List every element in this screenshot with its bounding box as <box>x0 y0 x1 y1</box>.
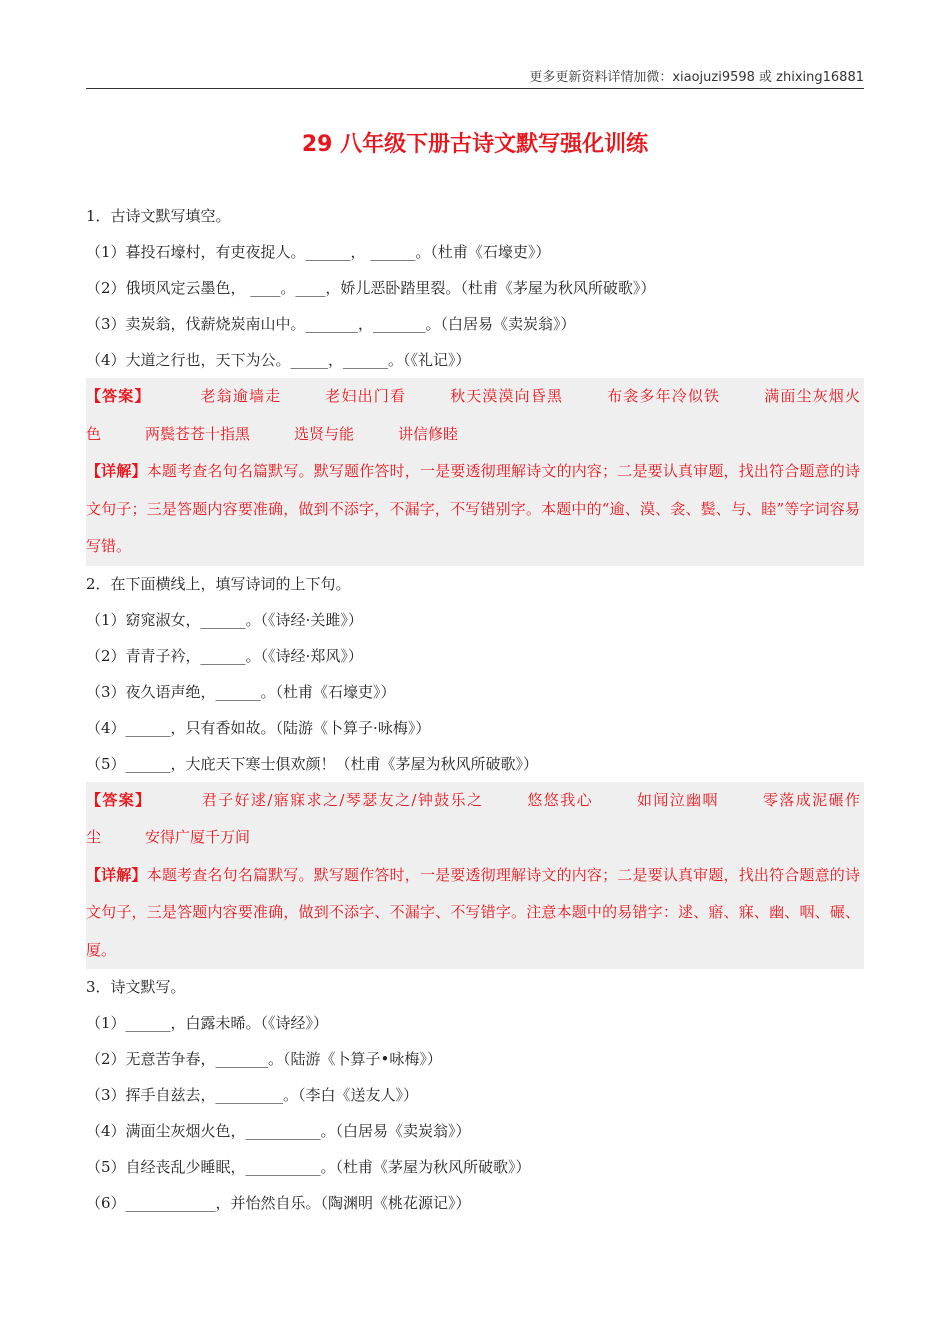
answer-item: 悠悠我心 <box>527 790 593 809</box>
q2-item: （3）夜久语声绝，______。（杜甫《石壕吏》） <box>86 682 396 701</box>
q3-item: （5）自经丧乱少睡眠，__________。（杜甫《茅屋为秋风所破歌》） <box>86 1158 531 1176</box>
answer-item: 秋天漠漠向昏黑 <box>450 387 564 405</box>
answer-item: 讲信修睦 <box>398 424 459 443</box>
explain-tag: 【详解】 <box>86 462 147 480</box>
q3-item: （1）______，白露未晞。（《诗经》） <box>86 1014 329 1032</box>
answer-item: 选贤与能 <box>294 424 355 443</box>
answer-item: 布衾多年冷似铁 <box>607 387 721 405</box>
page-title: 29 八年级下册古诗文默写强化训练 <box>301 132 649 157</box>
q2-explanation <box>86 857 860 970</box>
q1-item: （4）大道之行也，天下为公。_____，______。（《礼记》） <box>86 351 471 369</box>
answer-item: 如闻泣幽咽 <box>636 790 719 809</box>
q2-item: （5）______，大庇天下寒士俱欢颜！（杜甫《茅屋为秋风所破歌》） <box>86 754 539 773</box>
answer-item: 两鬓苍苍十指黑 <box>145 424 251 443</box>
q1-explanation <box>86 453 860 566</box>
document-body <box>86 198 864 1221</box>
answer-tag: 【答案】 <box>86 387 151 405</box>
explain-tag: 【详解】 <box>86 865 147 884</box>
q1-stem: 1．古诗文默写填空。 <box>86 207 231 225</box>
q3-item: （4）满面尘灰烟火色，__________。（白居易《卖炭翁》） <box>86 1122 471 1140</box>
q2-item: （4）______，只有香如故。（陆游《卜算子·咏梅》） <box>86 718 431 737</box>
header-note: 更多更新资料详情加微：xiaojuzi9598 或 zhixing16881 <box>529 70 864 85</box>
q1-answer <box>86 378 860 453</box>
q3-item: （2）无意苦争春，_______。（陆游《卜算子•咏梅》） <box>86 1050 442 1068</box>
answer-item: 君子好逑/寤寐求之/琴瑟友之/钟鼓乐之 <box>201 790 484 809</box>
answer-item: 老妇出门看 <box>325 387 407 405</box>
q3-stem: 3．诗文默写。 <box>86 978 186 996</box>
q3-item: （6）____________，并怡然自乐。（陶渊明《桃花源记》） <box>86 1194 471 1212</box>
q1-item: （3）卖炭翁，伐薪烧炭南山中。_______，_______。（白居易《卖炭翁》） <box>86 315 576 333</box>
q3-item: （3）挥手自兹去，_________。（李白《送友人》） <box>86 1086 419 1104</box>
q1-answer-box <box>86 378 864 566</box>
q2-answer-box <box>86 782 864 970</box>
answer-item: 满面尘灰烟火色 <box>86 387 860 443</box>
header-rule <box>86 88 864 89</box>
q1-item: （1）暮投石壕村，有吏夜捉人。______， ______。（杜甫《石壕吏》） <box>86 243 551 261</box>
answer-tag: 【答案】 <box>86 790 152 809</box>
q1-item: （2）俄顷风定云墨色， ____。____，娇儿恶卧踏里裂。（杜甫《茅屋为秋风所破歌》） <box>86 279 656 297</box>
explain-text: 本题考查名句名篇默写。默写题作答时，一是要透彻理解诗文的内容；二是要认真审题，找出符合题意的诗文句子；三是答题内容要准确，做到不添字，不漏字，不写错别字。本题中的“逾、漠、衾、鬓、与、睦”等字词容易写错。 <box>86 462 860 555</box>
q2-answer <box>86 782 860 857</box>
answer-item: 零落成泥碾作尘 <box>86 790 860 846</box>
explain-text: 本题考查名句名篇默写。默写题作答时，一是要透彻理解诗文的内容；二是要认真审题，找出符合题意的诗文句子，三是答题内容要准确，做到不添字、不漏字、不写错字。注意本题中的易错字：逑、寤、寐、幽、咽、碾、厦。 <box>86 865 860 959</box>
q2-item: （1）窈窕淑女，______。（《诗经·关雎》） <box>86 610 363 629</box>
q2-stem: 2．在下面横线上，填写诗词的上下句。 <box>86 574 351 593</box>
answer-item: 老翁逾墙走 <box>200 387 282 405</box>
answer-item: 安得广厦千万间 <box>145 828 251 846</box>
q2-item: （2）青青子衿，______。（《诗经·郑风》） <box>86 646 363 665</box>
